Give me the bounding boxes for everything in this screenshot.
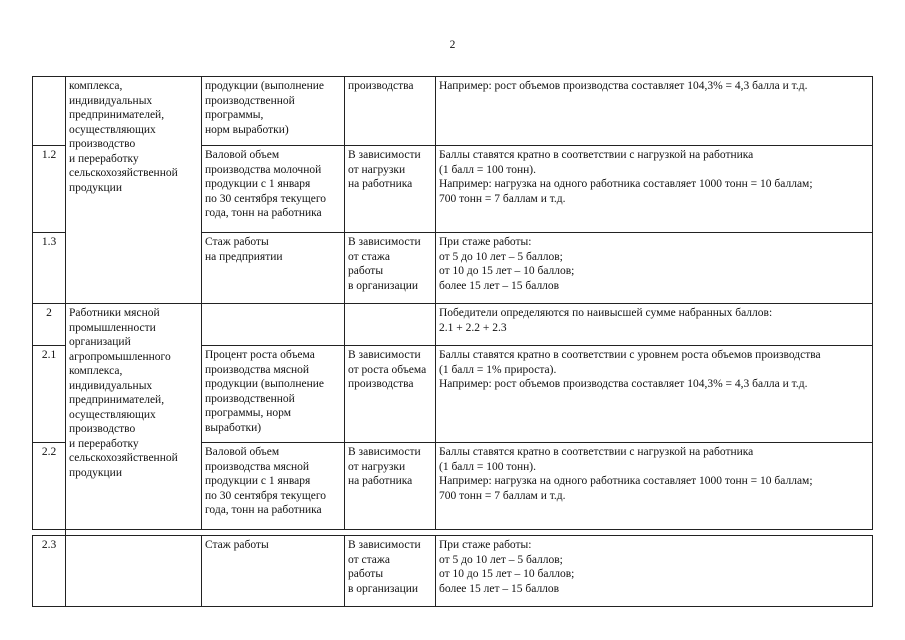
indicator-cell: Стаж работы на предприятии [201,232,344,303]
scoring-cell: Баллы ставятся кратно в соответствии с уровнем роста объемов производства (1 балл = 1% прироста). Например: рост объемов производства составляет 104,3% = 4,3 балла и т.д. [435,345,873,442]
row-number: 1.3 [32,232,65,303]
scoring-cell: Например: рост объемов производства составляет 104,3% = 4,3 балла и т.д. [435,76,873,145]
row-number: 2.3 [32,535,65,607]
indicator-cell: Стаж работы [201,535,344,607]
dependency-cell: В зависимости от роста объема производства [344,345,435,442]
scoring-cell: При стаже работы: от 5 до 10 лет – 5 баллов; от 10 до 15 лет – 10 баллов; более 15 лет – 15 баллов [435,535,873,607]
scoring-cell: Баллы ставятся кратно в соответствии с нагрузкой на работника (1 балл = 100 тонн). Например: нагрузка на одного работника составляет 1000 тонн = 10 баллам; 700 тонн = 7 баллам и т.д. [435,442,873,529]
indicator-cell: Валовой объем производства молочной продукции с 1 января по 30 сентября текущего года, тонн на работника [201,145,344,232]
dependency-cell: В зависимости от нагрузки на работника [344,145,435,232]
row-number [32,76,65,145]
indicator-cell: Процент роста объема производства мясной продукции (выполнение производственной программы, норм выработки) [201,345,344,442]
indicator-cell [201,303,344,345]
indicator-cell: Валовой объем производства мясной продукции с 1 января по 30 сентября текущего года, тонн на работника [201,442,344,529]
dependency-cell: производства [344,76,435,145]
page-number: 2 [449,39,456,51]
scoring-cell: Победители определяются по наивысшей сумме набранных баллов: 2.1 + 2.2 + 2.3 [435,303,873,345]
dependency-cell: В зависимости от нагрузки на работника [344,442,435,529]
scoring-cell: Баллы ставятся кратно в соответствии с нагрузкой на работника (1 балл = 100 тонн). Например: нагрузка на одного работника составляет 1000 тонн = 10 баллам; 700 тонн = 7 баллам и т.д. [435,145,873,232]
dependency-cell: В зависимости от стажа работы в организации [344,535,435,607]
participant-group [65,535,201,607]
dependency-cell [344,303,435,345]
dependency-cell: В зависимости от стажа работы в организации [344,232,435,303]
scoring-cell: При стаже работы: от 5 до 10 лет – 5 баллов; от 10 до 15 лет – 10 баллов; более 15 лет – 15 баллов [435,232,873,303]
participant-group: комплекса, индивидуальных предпринимателей, осуществляющих производство и переработку сельскохозяйственной продукции [65,76,201,303]
row-number: 2 [32,303,65,345]
table-row [32,535,873,607]
indicator-cell: продукции (выполнение производственной программы, норм выработки) [201,76,344,145]
row-number: 2.2 [32,442,65,529]
row-number: 2.1 [32,345,65,442]
row-number: 1.2 [32,145,65,232]
participant-group: Работники мясной промышленности организаций агропромышленного комплекса, индивидуальных предпринимателей, осуществляющих производство и переработку сельскохозяйственной продукции [65,303,201,545]
